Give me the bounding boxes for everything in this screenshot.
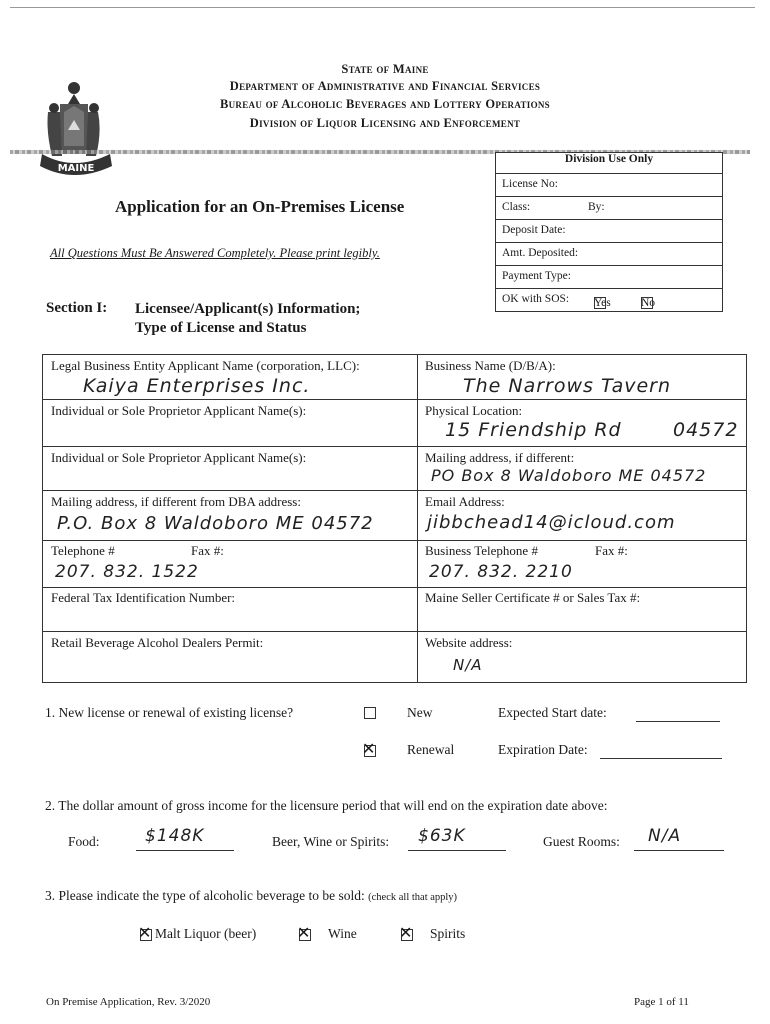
guest-rooms-line bbox=[634, 850, 724, 851]
new-license-checkbox[interactable] bbox=[364, 707, 376, 719]
legal-name-field[interactable]: Kaiya Enterprises Inc. bbox=[83, 375, 311, 397]
website-field[interactable]: N/A bbox=[453, 656, 483, 674]
sos-yes-label: Yes bbox=[594, 297, 611, 309]
legal-name-label: Legal Business Entity Applicant Name (corporation, LLC): bbox=[51, 358, 360, 373]
grid-row-line bbox=[43, 399, 746, 400]
individual-name-label-2: Individual or Sole Proprietor Applicant Name(s): bbox=[51, 450, 307, 465]
wine-label: Wine bbox=[328, 926, 357, 941]
grid-row-line bbox=[43, 446, 746, 447]
physical-location-field[interactable]: 15 Friendship Rd bbox=[445, 419, 622, 441]
q3-text bbox=[45, 888, 457, 904]
top-scan-line bbox=[10, 7, 755, 8]
division-use-box bbox=[495, 152, 723, 312]
section-title-line1: Licensee/Applicant(s) Information; bbox=[135, 301, 361, 317]
footer-revision: On Premise Application, Rev. 3/2020 bbox=[46, 996, 211, 1008]
business-phone-label: Business Telephone # bbox=[425, 543, 538, 558]
food-label: Food: bbox=[68, 834, 100, 849]
sos-no-checkbox[interactable] bbox=[641, 297, 656, 309]
guest-rooms-label: Guest Rooms: bbox=[543, 834, 620, 849]
header-department: Department of Administrative and Financial Services bbox=[229, 79, 541, 93]
guest-rooms-field[interactable]: N/A bbox=[648, 826, 682, 846]
ok-with-sos-label: OK with SOS: bbox=[502, 293, 570, 305]
renewal-check-mark: ✕ bbox=[362, 739, 376, 758]
renewal-label: Renewal bbox=[407, 742, 455, 757]
instructions-text: All Questions Must Be Answered Completely. Please print legibly. bbox=[50, 246, 380, 260]
footer-page-number: Page 1 of 11 bbox=[634, 996, 689, 1008]
malt-label: Malt Liquor (beer) bbox=[155, 926, 257, 941]
sos-yes-checkbox[interactable] bbox=[594, 297, 606, 309]
federal-tax-label: Federal Tax Identification Number: bbox=[51, 590, 236, 605]
grid-row-line bbox=[43, 587, 746, 588]
grid-divider bbox=[417, 355, 418, 682]
grid-row-line bbox=[43, 631, 746, 632]
seal-banner-text: MAINE bbox=[57, 163, 95, 174]
spirits-check-mark: ✕ bbox=[399, 923, 413, 942]
application-title: Application for an On-Premises License bbox=[115, 197, 405, 216]
division-use-title: Division Use Only bbox=[564, 153, 654, 165]
q2-text: 2. The dollar amount of gross income for the licensure period that will end on the expiration date above: bbox=[45, 798, 608, 813]
retail-permit-label: Retail Beverage Alcohol Dealers Permit: bbox=[51, 635, 264, 650]
grid-row-line bbox=[43, 490, 746, 491]
header-state: State of Maine bbox=[341, 62, 429, 76]
wine-check-mark: ✕ bbox=[297, 923, 311, 942]
q3-note: (check all that apply) bbox=[368, 892, 458, 903]
new-label: New bbox=[407, 705, 433, 720]
mailing-diff-field[interactable]: PO Box 8 Waldoboro ME 04572 bbox=[431, 466, 707, 485]
q1-text: 1. New license or renewal of existing license? bbox=[45, 705, 294, 720]
header-division: Division of Liquor Licensing and Enforcement bbox=[249, 116, 521, 130]
by-label: By: bbox=[588, 201, 605, 213]
food-line bbox=[136, 850, 234, 851]
class-label: Class: bbox=[502, 201, 531, 213]
section-label: Section I: bbox=[46, 300, 108, 316]
payment-type-label: Payment Type: bbox=[502, 270, 571, 282]
section-title-line2: Type of License and Status bbox=[135, 320, 307, 336]
beer-wine-field[interactable]: $63K bbox=[418, 826, 466, 846]
telephone-field[interactable]: 207. 832. 1522 bbox=[55, 562, 199, 582]
applicant-info-grid bbox=[42, 354, 747, 683]
email-label: Email Address: bbox=[425, 494, 505, 509]
physical-zip-field[interactable]: 04572 bbox=[673, 419, 739, 441]
beer-wine-label: Beer, Wine or Spirits: bbox=[272, 834, 390, 849]
expected-start-line[interactable] bbox=[636, 721, 720, 722]
deposit-date-label: Deposit Date: bbox=[502, 224, 566, 236]
business-name-label: Business Name (D/B/A): bbox=[425, 358, 556, 373]
telephone-label: Telephone # bbox=[51, 543, 115, 558]
grid-row-line bbox=[43, 540, 746, 541]
expiration-label: Expiration Date: bbox=[498, 742, 588, 757]
individual-name-label-1: Individual or Sole Proprietor Applicant Name(s): bbox=[51, 403, 307, 418]
expiration-line[interactable] bbox=[600, 758, 722, 759]
physical-location-label: Physical Location: bbox=[425, 403, 523, 418]
expected-start-label: Expected Start date: bbox=[498, 705, 607, 720]
website-label: Website address: bbox=[425, 635, 513, 650]
maine-seller-label: Maine Seller Certificate # or Sales Tax #: bbox=[425, 590, 641, 605]
section-title bbox=[135, 300, 360, 338]
food-field[interactable]: $148K bbox=[145, 826, 205, 846]
business-phone-field[interactable]: 207. 832. 2210 bbox=[429, 562, 573, 582]
sos-no-label: No bbox=[641, 297, 656, 309]
email-field[interactable]: jibbchead14@icloud.com bbox=[427, 512, 676, 533]
business-fax-label: Fax #: bbox=[595, 543, 628, 558]
business-name-field[interactable]: The Narrows Tavern bbox=[463, 375, 671, 397]
amt-deposited-label: Amt. Deposited: bbox=[502, 247, 579, 259]
header-bureau: Bureau of Alcoholic Beverages and Lottery Operations bbox=[220, 97, 550, 111]
spirits-label: Spirits bbox=[430, 926, 466, 941]
mailing-dba-label: Mailing address, if different from DBA address: bbox=[51, 494, 301, 509]
mailing-dba-field[interactable]: P.O. Box 8 Waldoboro ME 04572 bbox=[57, 513, 374, 534]
q3-question: 3. Please indicate the type of alcoholic beverage to be sold: bbox=[45, 888, 365, 903]
malt-check-mark: ✕ bbox=[138, 923, 152, 942]
license-no-label: License No: bbox=[502, 178, 558, 190]
beer-wine-line bbox=[408, 850, 506, 851]
fax-label: Fax #: bbox=[191, 543, 224, 558]
mailing-diff-label: Mailing address, if different: bbox=[425, 450, 575, 465]
